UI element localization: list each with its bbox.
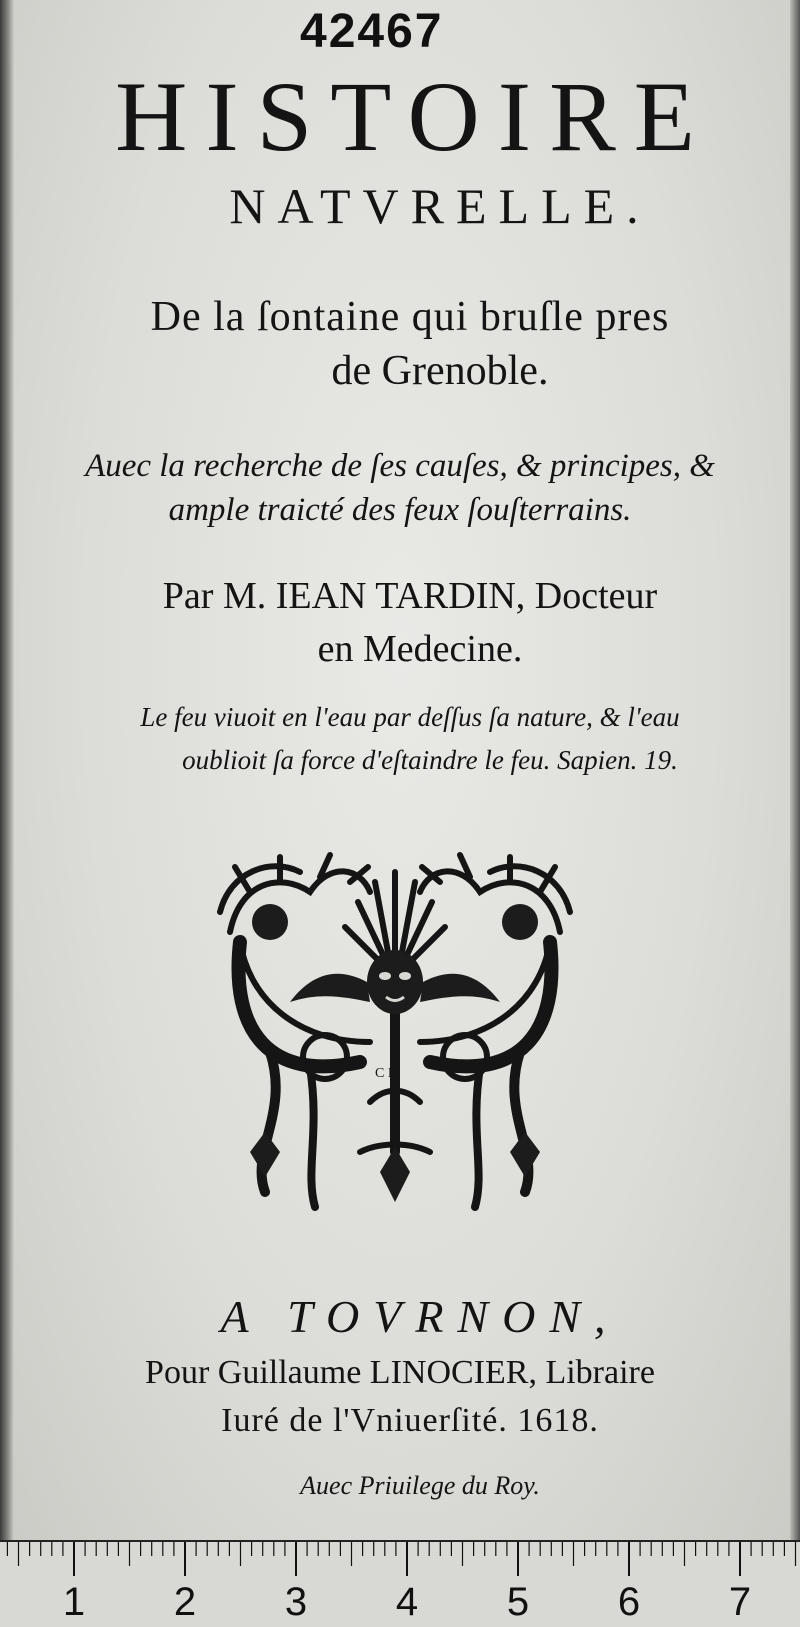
subtitle-line-2: de Grenoble.	[331, 348, 549, 394]
title-line-1: HISTOIRE	[115, 61, 713, 172]
ruler-ticks	[0, 1542, 800, 1582]
ruler-label: 3	[284, 1580, 308, 1624]
title-line-2: NATVRELLE.	[229, 178, 651, 234]
printers-device-ornament	[210, 852, 580, 1212]
privilege-line: Auec Priuilege du Roy.	[300, 1471, 540, 1500]
subtitle-line-1: De la ſontaine qui bruſle pres	[150, 294, 670, 340]
ruler-label: 5	[506, 1580, 530, 1624]
ruler-label: 1	[62, 1580, 86, 1624]
epigraph-line-2: oublioit ſa force d'eſtaindre le feu. Sapien. 19.	[182, 745, 678, 775]
ruler-label: 7	[728, 1580, 752, 1624]
description-line-1: Auec la recherche de ſes cauſes, & principes, &	[85, 448, 715, 484]
ruler-label: 4	[395, 1580, 419, 1624]
imprint-date: Iuré de l'Vniuerſité. 1618.	[221, 1402, 599, 1439]
imprint-place: A TOVRNON,	[220, 1291, 620, 1342]
measurement-ruler	[0, 1540, 800, 1627]
ruler-label: 2	[173, 1580, 197, 1624]
epigraph-line-1: Le feu viuoit en l'eau par deſſus ſa nature, & l'eau	[140, 702, 680, 732]
ruler-label: 6	[617, 1580, 641, 1624]
shelfmark-stamp: 42467	[300, 5, 444, 58]
ornament-monogram: C M	[375, 1066, 401, 1081]
imprint-printer: Pour Guillaume LINOCIER, Libraire	[145, 1354, 655, 1391]
description-line-2: ample traicté des feux ſouſterrains.	[168, 492, 632, 528]
author-line-2: en Medecine.	[317, 628, 523, 670]
author-line-1: Par M. IEAN TARDIN, Docteur	[162, 575, 658, 617]
